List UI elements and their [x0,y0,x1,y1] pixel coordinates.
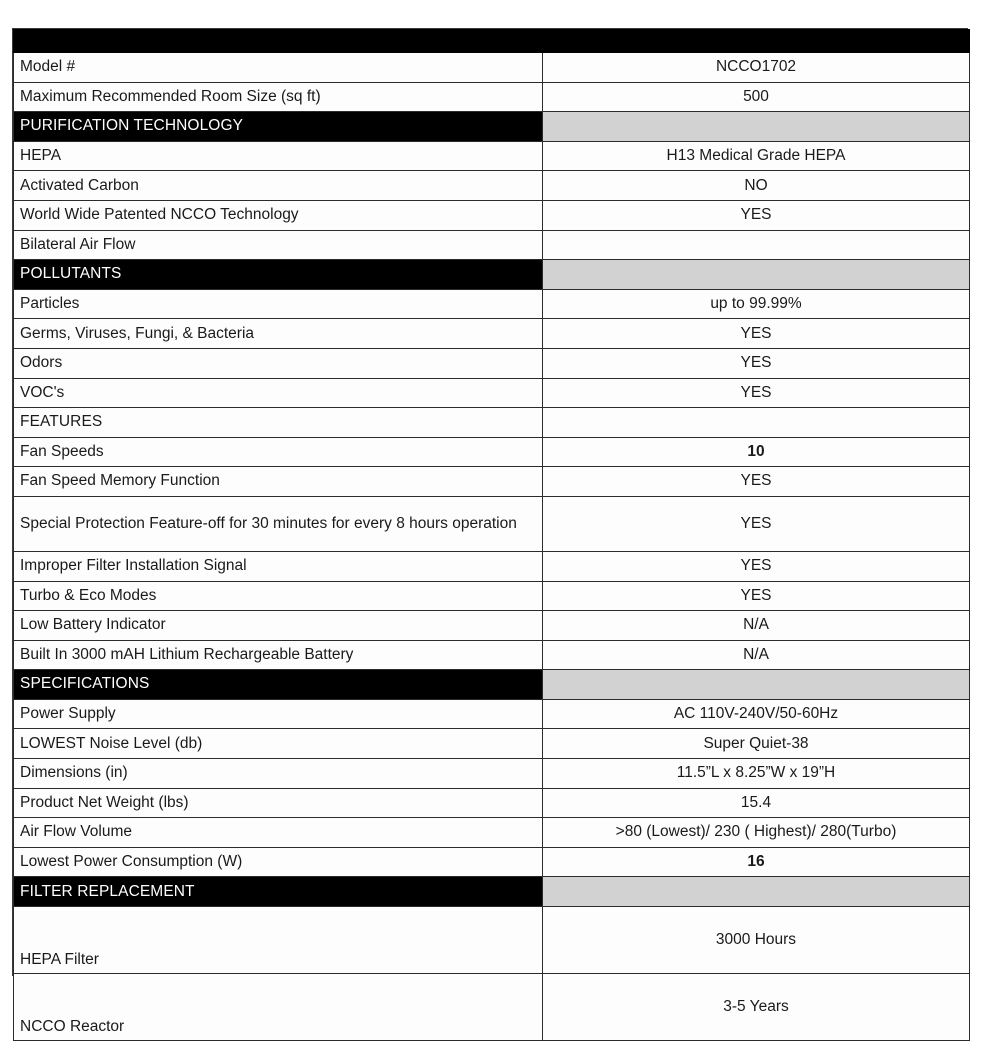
spec-value: YES [543,348,970,378]
table-row [14,230,970,260]
table-row [14,378,970,408]
section-header-label: POLLUTANTS [14,260,543,290]
spec-value: YES [543,551,970,581]
table-row [14,200,970,230]
table-row [14,788,970,818]
spec-value: 500 [543,82,970,112]
spec-label: Lowest Power Consumption (W) [14,847,543,877]
section-header-value [543,408,970,438]
spec-label: Activated Carbon [14,171,543,201]
spec-value: YES [543,378,970,408]
section-header-label: FEATURES [14,408,543,438]
spec-value: NO [543,171,970,201]
table-top-banner [14,30,970,53]
section-header-row [14,670,970,700]
spec-label: Built In 3000 mAH Lithium Rechargeable Battery [14,640,543,670]
section-header-label: FILTER REPLACEMENT [14,877,543,907]
spec-value: up to 99.99% [543,289,970,319]
spec-value: N/A [543,640,970,670]
spec-value: 10 [543,437,970,467]
spec-label: Odors [14,348,543,378]
spec-label: Special Protection Feature-off for 30 minutes for every 8 hours operation [14,496,543,551]
table-row [14,467,970,497]
spec-label: HEPA Filter [14,907,543,974]
specification-table [13,29,970,1041]
spec-value [543,230,970,260]
table-row [14,53,970,83]
spec-label: World Wide Patented NCCO Technology [14,200,543,230]
table-row [14,699,970,729]
table-row [14,171,970,201]
section-header-row [14,112,970,142]
section-header-value [543,670,970,700]
spec-value: YES [543,467,970,497]
spec-value: YES [543,496,970,551]
table-row [14,611,970,641]
spec-value: N/A [543,611,970,641]
table-row [14,319,970,349]
specification-table-body [14,30,970,1041]
spec-label: Dimensions (in) [14,759,543,789]
table-row [14,289,970,319]
section-header-value [543,260,970,290]
table-row [14,974,970,1041]
section-header-row [14,877,970,907]
spec-value: >80 (Lowest)/ 230 ( Highest)/ 280(Turbo) [543,818,970,848]
spec-label: Power Supply [14,699,543,729]
spec-label: Germs, Viruses, Fungi, & Bacteria [14,319,543,349]
section-header-row [14,408,970,438]
spec-label: VOC's [14,378,543,408]
spec-label: Bilateral Air Flow [14,230,543,260]
spec-label: Low Battery Indicator [14,611,543,641]
spec-label: Air Flow Volume [14,818,543,848]
spec-value: 15.4 [543,788,970,818]
section-header-label: SPECIFICATIONS [14,670,543,700]
spec-label: Product Net Weight (lbs) [14,788,543,818]
table-row [14,907,970,974]
spec-value: 11.5”L x 8.25”W x 19”H [543,759,970,789]
spec-value: NCCO1702 [543,53,970,83]
table-row [14,640,970,670]
spec-label: Particles [14,289,543,319]
table-row [14,729,970,759]
spec-value: YES [543,319,970,349]
spec-value: 16 [543,847,970,877]
spec-label: NCCO Reactor [14,974,543,1041]
spec-value: YES [543,200,970,230]
spec-value: Super Quiet-38 [543,729,970,759]
table-row [14,437,970,467]
spec-label: LOWEST Noise Level (db) [14,729,543,759]
section-header-value [543,877,970,907]
spec-label: Improper Filter Installation Signal [14,551,543,581]
spec-label: HEPA [14,141,543,171]
spec-value: YES [543,581,970,611]
spec-value: H13 Medical Grade HEPA [543,141,970,171]
spec-label: Maximum Recommended Room Size (sq ft) [14,82,543,112]
table-row [14,348,970,378]
table-top-banner-cell [14,30,970,53]
table-row [14,551,970,581]
table-row [14,847,970,877]
table-row [14,141,970,171]
spec-value: AC 110V-240V/50-60Hz [543,699,970,729]
section-header-row [14,260,970,290]
table-row [14,82,970,112]
spec-value: 3-5 Years [543,974,970,1041]
spec-label: Model # [14,53,543,83]
section-header-label: PURIFICATION TECHNOLOGY [14,112,543,142]
table-row [14,818,970,848]
spec-value: 3000 Hours [543,907,970,974]
spec-label: Turbo & Eco Modes [14,581,543,611]
table-row [14,759,970,789]
section-header-value [543,112,970,142]
table-row [14,581,970,611]
table-row [14,496,970,551]
specification-sheet [12,28,968,1035]
spec-label: Fan Speed Memory Function [14,467,543,497]
spec-label: Fan Speeds [14,437,543,467]
